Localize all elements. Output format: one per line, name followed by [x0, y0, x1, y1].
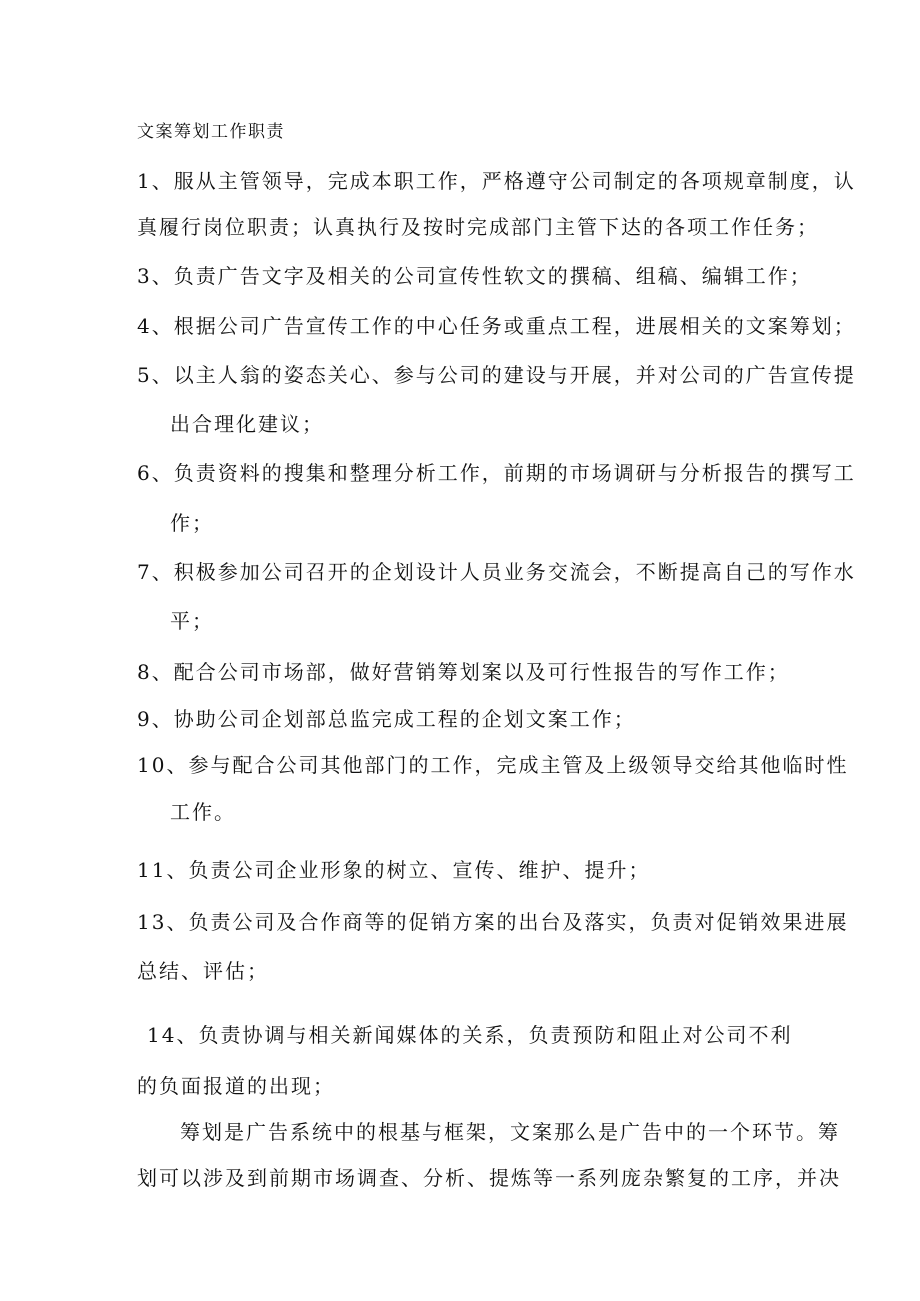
paragraph-line: 10、参与配合公司其他部门的工作，完成主管及上级领导交给其他临时性 [137, 753, 849, 777]
paragraph-line: 7、积极参加公司召开的企划设计人员业务交流会，不断提高自己的写作水 [137, 560, 856, 584]
paragraph-line: 总结、评估； [137, 959, 269, 983]
paragraph-line: 工作。 [170, 800, 236, 824]
paragraph-line: 9、协助公司企划部总监完成工程的企划文案工作； [137, 707, 636, 731]
paragraph-line: 6、负责资料的搜集和整理分析工作，前期的市场调研与分析报告的撰写工 [137, 461, 856, 485]
document-title: 文案筹划工作职责 [137, 122, 285, 142]
paragraph-line: 出合理化建议； [170, 412, 324, 436]
paragraph-line: 4、根据公司广告宣传工作的中心任务或重点工程，进展相关的文案筹划； [137, 314, 856, 338]
paragraph-line: 8、配合公司市场部，做好营销筹划案以及可行性报告的写作工作； [137, 660, 790, 684]
paragraph-line: 13、负责公司及合作商等的促销方案的出台及落实，负责对促销效果进展 [137, 910, 849, 934]
paragraph-line: 11、负责公司企业形象的树立、宣传、维护、提升； [137, 858, 651, 882]
paragraph-line: 14、负责协调与相关新闻媒体的关系，负责预防和阻止对公司不利 [147, 1023, 793, 1047]
paragraph-line: 的负面报道的出现； [137, 1074, 335, 1098]
paragraph-line: 作； [170, 511, 214, 535]
paragraph-line: 5、以主人翁的姿态关心、参与公司的建设与开展，并对公司的广告宣传提 [137, 363, 856, 387]
paragraph-line: 划可以涉及到前期市场调查、分析、提炼等一系列庞杂繁复的工序，并决 [137, 1166, 841, 1190]
paragraph-line: 平； [170, 609, 214, 633]
paragraph-line: 3、负责广告文字及相关的公司宣传性软文的撰稿、组稿、编辑工作； [137, 264, 812, 288]
paragraph-line: 1、服从主管领导，完成本职工作，严格遵守公司制定的各项规章制度，认 [137, 169, 856, 193]
paragraph-line: 筹划是广告系统中的根基与框架，文案那么是广告中的一个环节。筹 [180, 1120, 840, 1144]
paragraph-line: 真履行岗位职责；认真执行及按时完成部门主管下达的各项工作任务； [137, 215, 819, 239]
